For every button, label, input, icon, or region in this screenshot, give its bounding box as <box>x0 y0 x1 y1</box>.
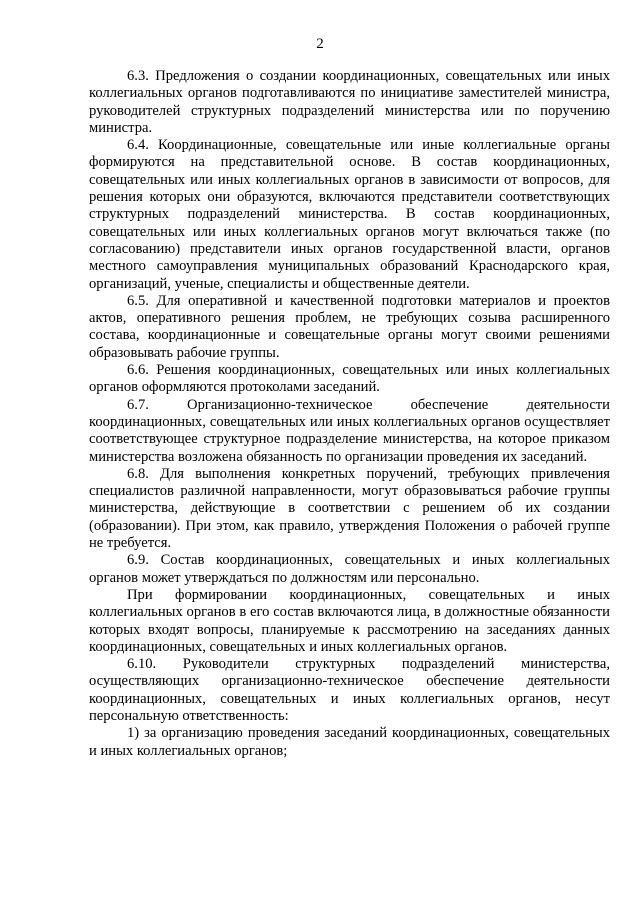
page-number: 2 <box>316 36 324 52</box>
paragraph-6-8: 6.8. Для выполнения конкретных поручений, требующих привлечения специалистов различной направленности, могут образовываться рабочие группы министерства, действующие в соответствии с решением об их создании (образовании). При этом, как правило, утверждения Положения о рабочей группе не требуется. <box>89 465 610 552</box>
paragraph-6-10: 6.10. Руководители структурных подразделений министерства, осуществляющих организационно-техническое обеспечение деятельности координационных, совещательных и иных коллегиальных органов, несут персональную ответственность: <box>89 656 610 724</box>
paragraph-6-3: 6.3. Предложения о создании координационных, совещательных или иных коллегиальных органов подготавливаются по инициативе заместителей министра, руководителей структурных подразделений министерства или по поручению министра. <box>89 68 610 136</box>
paragraph-6-5: 6.5. Для оперативной и качественной подготовки материалов и проектов актов, оперативного решения проблем, не требующих созыва расширенного состава, координационные и совещательные органы могут своими решениями образовывать рабочие группы. <box>89 292 610 361</box>
document-body <box>89 68 610 760</box>
paragraph-6-4: 6.4. Координационные, совещательные или иные коллегиальные органы формируются на представительной основе. В состав координационных, совещательных или иных коллегиальных органов в зависимости от вопросов, для решения которых они образуются, включаются представители соответствующих структурных подразделений министерства. В состав координационных, совещательных или иных коллегиальных органов могут включаться также (по согласованию) представители иных органов государственной власти, органов местного самоуправления муниципальных образований Краснодарского края, организаций, ученые, специалисты и общественные деятели. <box>89 137 610 292</box>
list-item-1: 1) за организацию проведения заседаний координационных, совещательных и иных коллегиальных органов; <box>89 725 610 759</box>
paragraph-6-7: 6.7. Организационно-техническое обеспечение деятельности координационных, совещательных или иных коллегиальных органов осуществляет соответствующее структурное подразделение министерства, на которое приказом министерства возложена обязанность по организации проведения их заседаний. <box>89 396 610 465</box>
paragraph-6-9: 6.9. Состав координационных, совещательных и иных коллегиальных органов может утверждаться по должностям или персонально. <box>89 552 610 586</box>
paragraph-6-6: 6.6. Решения координационных, совещательных или иных коллегиальных органов оформляются протоколами заседаний. <box>89 362 610 396</box>
paragraph-6-9-continued: При формировании координационных, совещательных и иных коллегиальных органов в его состав включаются лица, в должностные обязанности которых входят вопросы, планируемые к рассмотрению на заседаниях данных координационных, совещательных и иных коллегиальных органов. <box>89 586 610 655</box>
